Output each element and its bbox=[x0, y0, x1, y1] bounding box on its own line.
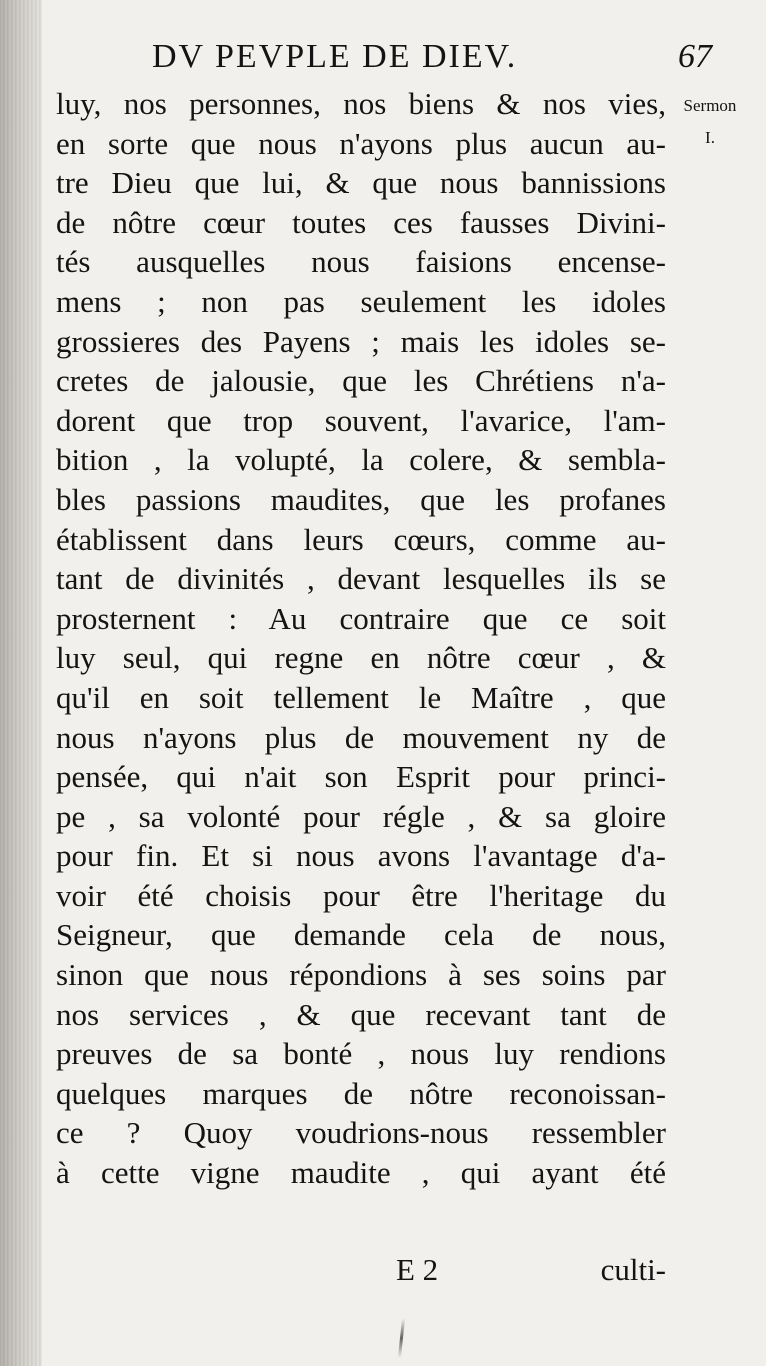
body-text bbox=[56, 84, 666, 1193]
text-line: luy, nos personnes, nos biens & nos vies, bbox=[56, 86, 666, 121]
page-number: 67 bbox=[678, 38, 712, 75]
page-footer bbox=[56, 1252, 666, 1292]
text-line: de nôtre cœur toutes ces fausses Divini- bbox=[56, 204, 666, 240]
margin-note-label: Sermon bbox=[683, 96, 737, 115]
binding-thread bbox=[398, 1318, 405, 1358]
text-line: Seigneur, que demande cela de nous, bbox=[56, 917, 666, 953]
margin-note-number: I. bbox=[705, 128, 715, 147]
text-line: mens ; non pas seulement les idoles bbox=[56, 283, 666, 319]
binding-gutter bbox=[0, 0, 42, 1366]
text-line: établissent dans leurs cœurs, comme au- bbox=[56, 521, 666, 557]
text-line: tés ausquelles nous faisions encense- bbox=[56, 244, 666, 280]
text-line: grossieres des Payens ; mais les idoles se- bbox=[56, 323, 666, 359]
text-line: nous n'ayons plus de mouvement ny de bbox=[56, 719, 666, 755]
text-line: bition , la volupté, la colere, & sembla- bbox=[56, 442, 666, 478]
text-line: en sorte que nous n'ayons plus aucun au- bbox=[56, 125, 666, 161]
running-title: DV PEVPLE DE DIEV. bbox=[152, 38, 518, 75]
text-line: ce ? Quoy voudrions-nous ressembler bbox=[56, 1115, 666, 1151]
text-line: tre Dieu que lui, & que nous bannissions bbox=[56, 165, 666, 201]
text-line: nos services , & que recevant tant de bbox=[56, 996, 666, 1032]
signature-mark: E 2 bbox=[396, 1252, 439, 1287]
text-line: prosternent : Au contraire que ce soit bbox=[56, 600, 666, 636]
text-line: voir été choisis pour être l'heritage du bbox=[56, 877, 666, 913]
margin-note bbox=[660, 90, 760, 154]
text-line: qu'il en soit tellement le Maître , que bbox=[56, 679, 666, 715]
text-line: preuves de sa bonté , nous luy rendions bbox=[56, 1036, 666, 1072]
text-line: quelques marques de nôtre reconoissan- bbox=[56, 1075, 666, 1111]
text-line: pensée, qui n'ait son Esprit pour princi- bbox=[56, 759, 666, 795]
text-line: cretes de jalousie, que les Chrétiens n'a- bbox=[56, 363, 666, 399]
text-line: pour fin. Et si nous avons l'avantage d'a- bbox=[56, 838, 666, 874]
text-line: bles passions maudites, que les profanes bbox=[56, 481, 666, 517]
text-line: pe , sa volonté pour régle , & sa gloire bbox=[56, 798, 666, 834]
catchword: culti- bbox=[600, 1252, 666, 1287]
text-line: tant de divinités , devant lesquelles ils se bbox=[56, 561, 666, 597]
text-line: dorent que trop souvent, l'avarice, l'am- bbox=[56, 402, 666, 438]
text-line: à cette vigne maudite , qui ayant été bbox=[56, 1155, 666, 1191]
book-page bbox=[42, 0, 766, 1366]
text-line: sinon que nous répondions à ses soins par bbox=[56, 957, 666, 993]
text-line: luy seul, qui regne en nôtre cœur , & bbox=[56, 640, 666, 676]
running-head bbox=[152, 38, 712, 88]
